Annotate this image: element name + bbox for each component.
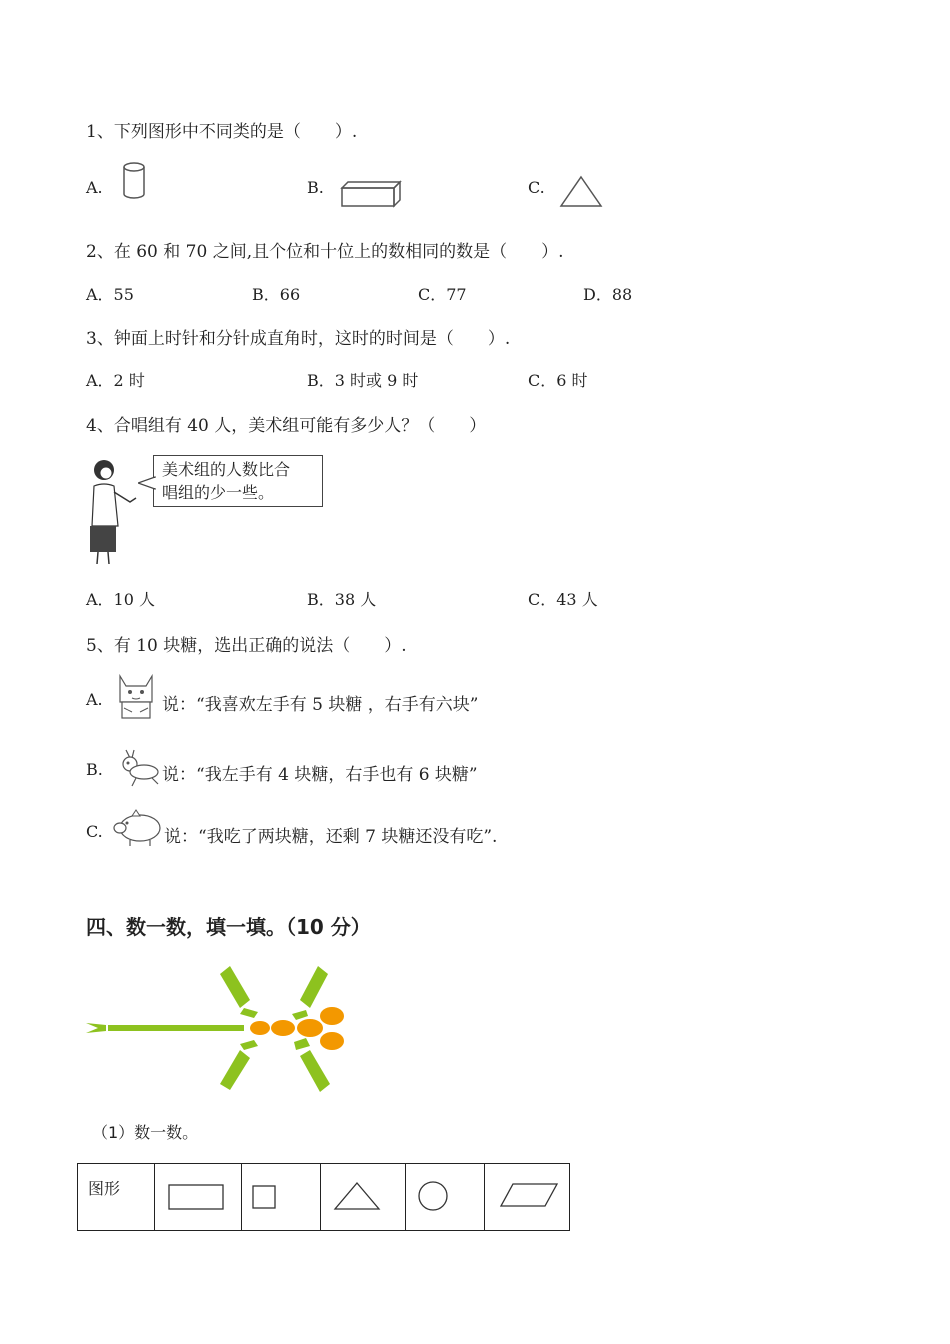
question-4-text: 4、合唱组有 40 人，美术组可能有多少人？（ ） (86, 416, 487, 436)
shape-count-table (77, 1163, 570, 1231)
table-cell-circle (406, 1164, 485, 1231)
triangle-icon (321, 1164, 405, 1226)
table-cell-parallelogram (485, 1164, 570, 1231)
cat-icon (112, 672, 160, 722)
q5-option-c-statement: 说：“我吃了两块糖，还剩 7 块糖还没有吃”. (164, 827, 498, 847)
q2-option-b: B．66 (252, 285, 301, 304)
bubble-line-1: 美术组的人数比合 (162, 460, 291, 479)
table-cell-rectangle (155, 1164, 242, 1231)
pig-icon (110, 808, 164, 848)
table-row (78, 1164, 570, 1231)
question-1-text: 1、下列图形中不同类的是（ ）. (86, 122, 358, 142)
q2-option-c: C．77 (418, 285, 467, 304)
dragonfly-figure (84, 960, 354, 1096)
q3-option-c: C．6 时 (528, 371, 588, 390)
q4-option-b: B．38 人 (307, 590, 377, 609)
q5-option-c-label: C. (86, 822, 103, 841)
question-5-text: 5、有 10 块糖，选出正确的说法（ ）. (86, 636, 407, 656)
question-3-text: 3、钟面上时针和分针成直角时，这时的时间是（ ）. (86, 329, 511, 349)
q5-option-a-label: A. (86, 690, 103, 709)
rectangle-icon (155, 1164, 241, 1226)
cylinder-icon (120, 160, 148, 202)
parallelogram-icon (485, 1164, 569, 1226)
section-4-title: 四、数一数，填一填。（10 分） (86, 915, 371, 939)
section-4-subtitle: （1）数一数。 (92, 1123, 199, 1142)
teacher-illustration (80, 456, 142, 566)
square-icon (242, 1164, 320, 1226)
deer-icon (112, 746, 164, 788)
triangle-icon (558, 174, 604, 210)
bubble-line-2: 唱组的少一些。 (162, 483, 275, 502)
q1-option-c-label: C. (528, 178, 545, 197)
q1-option-b-label: B. (307, 178, 324, 197)
q3-option-b: B．3 时或 9 时 (307, 371, 419, 390)
table-header-cell (78, 1164, 155, 1231)
table-header-label: 图形 (88, 1179, 121, 1198)
q5-option-b-statement: 说：“我左手有 4 块糖，右手也有 6 块糖” (162, 765, 478, 785)
question-2-text: 2、在 60 和 70 之间,且个位和十位上的数相同的数是（ ）. (86, 242, 564, 262)
cuboid-icon (338, 178, 402, 210)
table-cell-triangle (321, 1164, 406, 1231)
table-cell-square (242, 1164, 321, 1231)
q5-option-b-label: B. (86, 760, 103, 779)
q1-option-a-label: A. (86, 178, 103, 197)
q2-option-d: D．88 (583, 285, 633, 304)
q3-option-a: A．2 时 (86, 371, 145, 390)
q5-option-a-statement: 说：“我喜欢左手有 5 块糖 ，右手有六块” (162, 695, 479, 715)
circle-icon (406, 1164, 484, 1226)
bubble-pointer (138, 476, 156, 490)
q4-option-c: C．43 人 (528, 590, 598, 609)
q4-option-a: A．10 人 (86, 590, 156, 609)
speech-bubble (153, 455, 323, 507)
q2-option-a: A．55 (86, 285, 134, 304)
